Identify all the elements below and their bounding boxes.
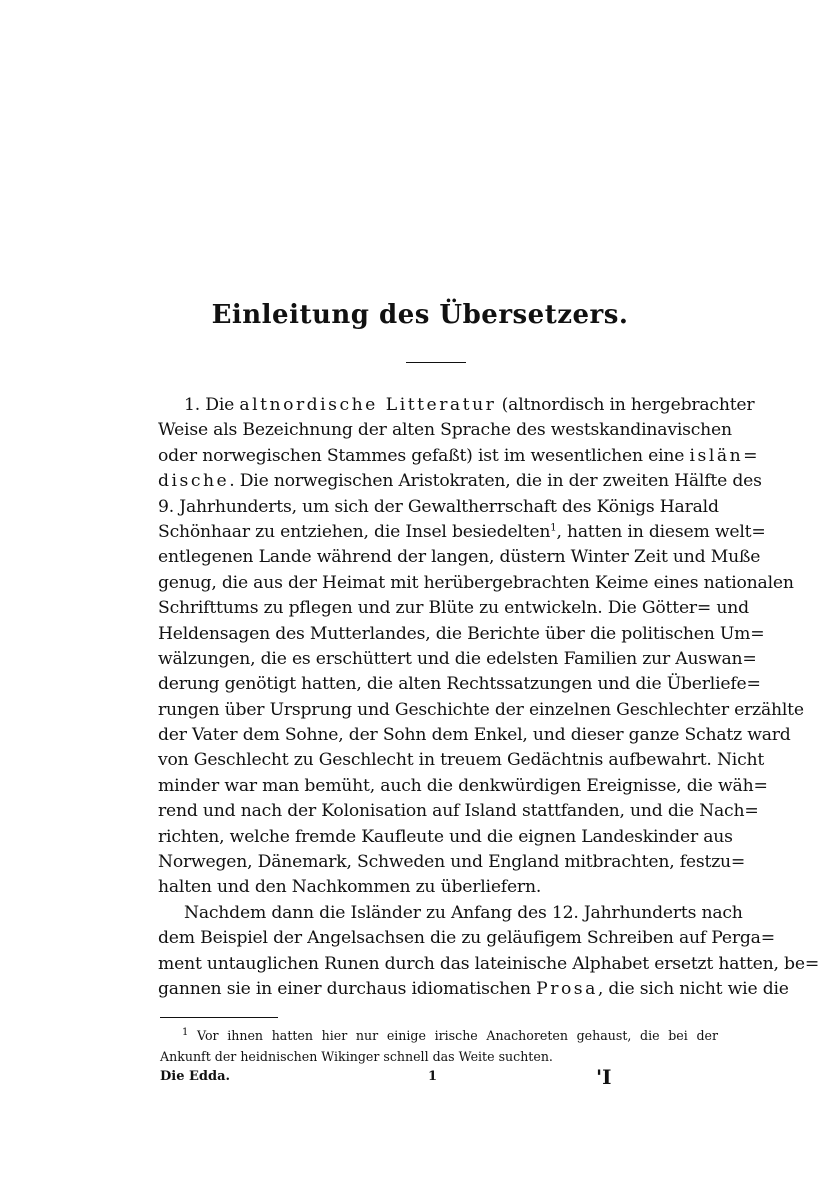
- body-text: [158, 393, 820, 1002]
- body-line-text: Nachdem dann die Isländer zu Anfang des 12. Jahrhunderts nach: [184, 902, 743, 923]
- body-line-text: der Vater dem Sohne, der Sohn dem Enkel, und dieser ganze Schatz ward: [158, 725, 791, 746]
- footnote-reference: 1: [550, 522, 557, 534]
- body-line: [158, 698, 804, 723]
- body-line-text: . Die norwegischen Aristokraten, die in der zweiten Hälfte des: [229, 471, 762, 492]
- body-line: [158, 748, 765, 773]
- footnote-line-text: Vor ihnen hatten hier nur einige irische Anachoreten gehaust, die bei der: [197, 1028, 718, 1043]
- body-line: [158, 418, 732, 443]
- body-line-text: genug, die aus der Heimat mit herübergebrachten Keime eines nationalen: [158, 572, 794, 593]
- signature-mark: 'I: [596, 1065, 612, 1089]
- body-line-text: entlegenen Lande während der langen, düstern Winter Zeit und Muße: [158, 547, 761, 568]
- body-line-text: Schönhaar zu entziehen, die Insel besiedelten: [158, 521, 551, 542]
- spaced-emphasis: dische: [158, 471, 230, 492]
- body-line-text: , hatten in diesem welt=: [556, 521, 766, 542]
- body-line: [158, 825, 733, 850]
- page-number: 1: [428, 1069, 438, 1084]
- body-line: [158, 495, 718, 520]
- body-line-text: ment untauglichen Runen durch das lateinische Alphabet ersetzt hatten, be=: [158, 953, 820, 974]
- footnote: [160, 1025, 718, 1067]
- body-line: [158, 672, 761, 697]
- body-line-text: Weise als Bezeichnung der alten Sprache des westskandinavischen: [158, 420, 732, 441]
- body-line-text: derung genötigt hatten, die alten Rechtssatzungen und die Überliefe=: [158, 674, 761, 695]
- body-line-text: Heldensagen des Mutterlandes, die Berichte über die politischen Um=: [158, 623, 765, 644]
- body-line: [158, 774, 768, 799]
- footnote-separator-rule: [160, 1017, 278, 1018]
- footnote-line: [160, 1025, 718, 1046]
- body-line: [158, 647, 757, 672]
- body-line: [158, 926, 775, 951]
- body-line: [158, 723, 791, 748]
- body-line: [158, 799, 759, 824]
- body-line: [158, 875, 718, 900]
- body-line: [158, 571, 794, 596]
- body-line: [158, 850, 746, 875]
- body-line: [158, 952, 820, 977]
- body-line: [158, 545, 761, 570]
- body-line-text: dem Beispiel der Angelsachsen die zu geläufigem Schreiben auf Perga=: [158, 928, 775, 949]
- body-line: [158, 444, 761, 469]
- body-line: [158, 622, 765, 647]
- body-line: [158, 596, 749, 621]
- body-line-text: von Geschlecht zu Geschlecht in treuem Gedächtnis aufbewahrt. Nicht: [158, 750, 765, 771]
- body-line-text: (altnordisch in hergebrachter: [496, 395, 755, 415]
- body-line-text: rungen über Ursprung und Geschichte der einzelnen Geschlechter erzählte: [158, 699, 804, 720]
- body-line-text: Norwegen, Dänemark, Schweden und England mitbrachten, festzu=: [158, 852, 746, 873]
- footnote-line: Ankunft der heidnischen Wikinger schnell das Weite suchten.: [160, 1049, 553, 1064]
- body-line-text: wälzungen, die es erschüttert und die edelsten Familien zur Auswan=: [158, 648, 757, 669]
- spaced-emphasis: altnordische Litteratur: [239, 395, 497, 415]
- body-line: [158, 977, 789, 1002]
- body-line-text: oder norwegischen Stammes gefaßt) ist im wesentlichen eine: [158, 445, 690, 466]
- body-line-text: Schrifttums zu pflegen und zur Blüte zu entwickeln. Die Götter= und: [158, 598, 749, 619]
- body-line-text: 9. Jahrhunderts, um sich der Gewaltherrschaft des Königs Harald: [158, 496, 719, 517]
- body-line-text: rend und nach der Kolonisation auf Island stattfanden, und die Nach=: [158, 801, 759, 822]
- footnote-marker: 1: [182, 1026, 189, 1038]
- body-line: [158, 393, 755, 418]
- body-line: [158, 469, 762, 494]
- page-footer: [160, 1065, 720, 1093]
- body-line-text: halten und den Nachkommen zu überliefern.: [158, 877, 542, 898]
- spaced-emphasis: islän=: [689, 445, 761, 466]
- body-line-text: 1. Die: [184, 395, 240, 415]
- page-title: Einleitung des Übersetzers.: [211, 300, 629, 330]
- title-separator-rule: [406, 362, 466, 363]
- body-line-text: minder war man bemüht, auch die denkwürdigen Ereignisse, die wäh=: [158, 775, 768, 796]
- footer-short-title: Die Edda.: [160, 1069, 231, 1084]
- body-line-text: gannen sie in einer durchaus idiomatischen: [158, 978, 537, 999]
- body-line: [158, 901, 743, 926]
- body-line-text: richten, welche fremde Kaufleute und die eignen Landeskinder aus: [158, 826, 733, 847]
- body-line-text: , die sich nicht wie die: [597, 978, 789, 999]
- spaced-emphasis: Prosa: [536, 978, 598, 999]
- body-line: [158, 520, 766, 545]
